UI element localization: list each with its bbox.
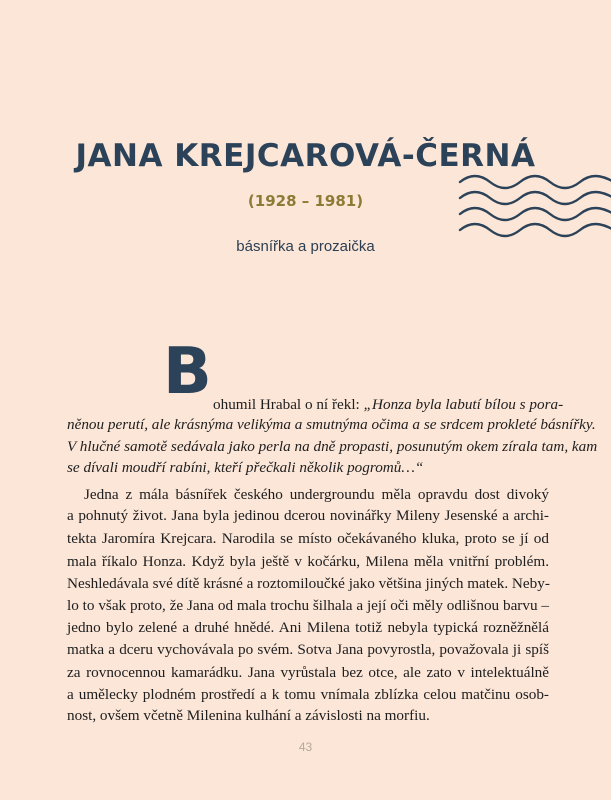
paragraph-line: Jedna z mála básnířek českého undergroundu měla opravdu dost divoký [84, 486, 549, 503]
page-number: 43 [298, 740, 313, 754]
paragraph-line: a umělecky plodném prostředí a k tomu vnímala zblízka celou matčinu osob- [67, 686, 549, 703]
paragraph-line: za rovnocennou kamarádku. Jana vyrůstala bez otce, ale zato v intelektuálně [67, 664, 549, 681]
quote-line-4: se dívali moudří rabíni, kteří přečkali několik pogromů…“ [67, 459, 424, 476]
paragraph-line: nost, ovšem včetně Milenina kulhání a závislosti na morfiu. [67, 707, 430, 724]
paragraph-line: tekta Jaromíra Krejcara. Narodila se místo očekávaného kluka, proto se jí od [67, 530, 549, 547]
page-title: JANA KREJCAROVÁ-ČERNÁ [75, 138, 536, 174]
drop-cap: B [163, 335, 212, 409]
paragraph-line: jedno bylo zelené a druhé hnědé. Ani Milena totiž nebyla typická rozněžnělá [67, 619, 549, 636]
paragraph-line: matka a dceru vychovávala po svém. Sotva Jana povyrostla, považovala ji spíš [67, 641, 549, 658]
paragraph-line: a pohnutý život. Jana byla jedinou dcerou novinářky Mileny Jesenské a archi- [67, 507, 549, 524]
quote-line-1 [213, 396, 564, 414]
quote-intro: ohumil Hrabal o ní řekl: [213, 396, 364, 413]
postmark-waves-icon [456, 164, 611, 244]
quote-start: „Honza byla labutí bílou s pora- [363, 396, 564, 413]
quote-line-3: V hlučné samotě sedávala jako perla na dně propasti, posunutým okem zírala tam, kam [67, 438, 598, 455]
paragraph-line: Neshledávala své dítě krásné a roztomiloučké jako většina jiných matek. Neby- [67, 575, 550, 592]
paragraph-line: mala říkalo Honza. Když byla ještě v kočárku, Milena měla vnitřní problém. [67, 553, 549, 570]
page-subtitle: básnířka a prozaička [236, 238, 375, 255]
paragraph-line: lo to však proto, že Jana od mala trochu šilhala a její oči měly odlišnou barvu – [67, 597, 549, 614]
quote-line-2: něnou perutí, ale krásnýma velikýma a smutnýma očima a se srdcem prokleté básnířky. [67, 416, 596, 433]
life-years: (1928 – 1981) [247, 192, 364, 210]
